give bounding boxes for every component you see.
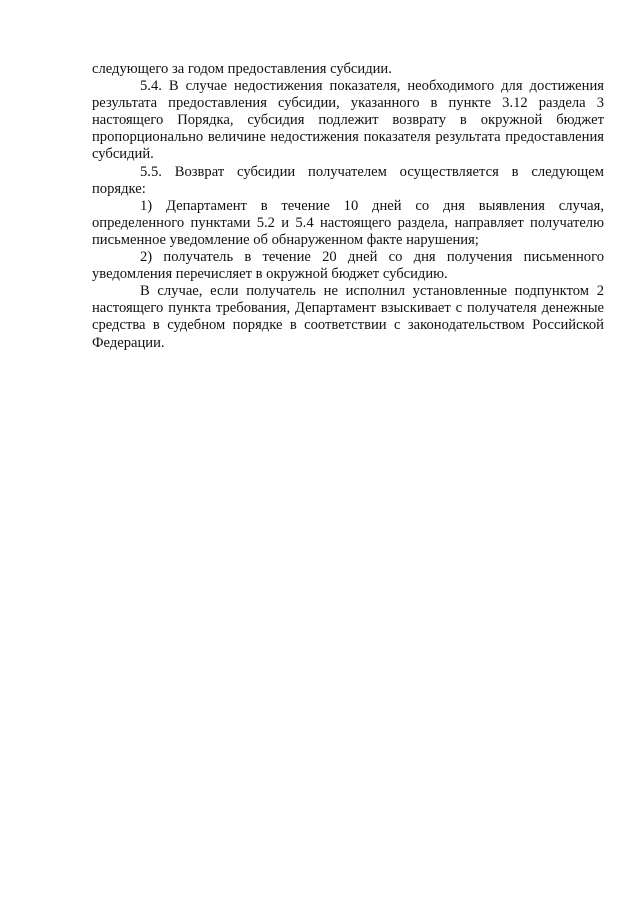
document-body	[92, 61, 604, 352]
paragraph-item-2: 2) получатель в течение 20 дней со дня получения письменного уведомления перечисляет в окружной бюджет субсидию.	[92, 249, 604, 283]
paragraph-item-1: 1) Департамент в течение 10 дней со дня выявления случая, определенного пунктами 5.2 и 5.4 настоящего раздела, направляет получателю письменное уведомление об обнаруженном факте нарушения;	[92, 197, 604, 248]
paragraph-continuation: следующего за годом предоставления субсидии.	[92, 61, 392, 77]
paragraph-5-5: 5.5. Возврат субсидии получателем осуществляется в следующем порядке:	[92, 163, 604, 197]
paragraph-5-4: 5.4. В случае недостижения показателя, необходимого для достижения результата предоставления субсидии, указанного в пункте 3.12 раздела 3 настоящего Порядка, субсидия подлежит возврату в окружной бюджет пропорционально величине недостижения показателя результата предоставления субсидий.	[92, 78, 604, 163]
paragraph-enforcement: В случае, если получатель не исполнил установленные подпунктом 2 настоящего пункта требования, Департамент взыскивает с получателя денежные средства в судебном порядке в соответствии с законодательством Российской Федерации.	[92, 283, 604, 351]
